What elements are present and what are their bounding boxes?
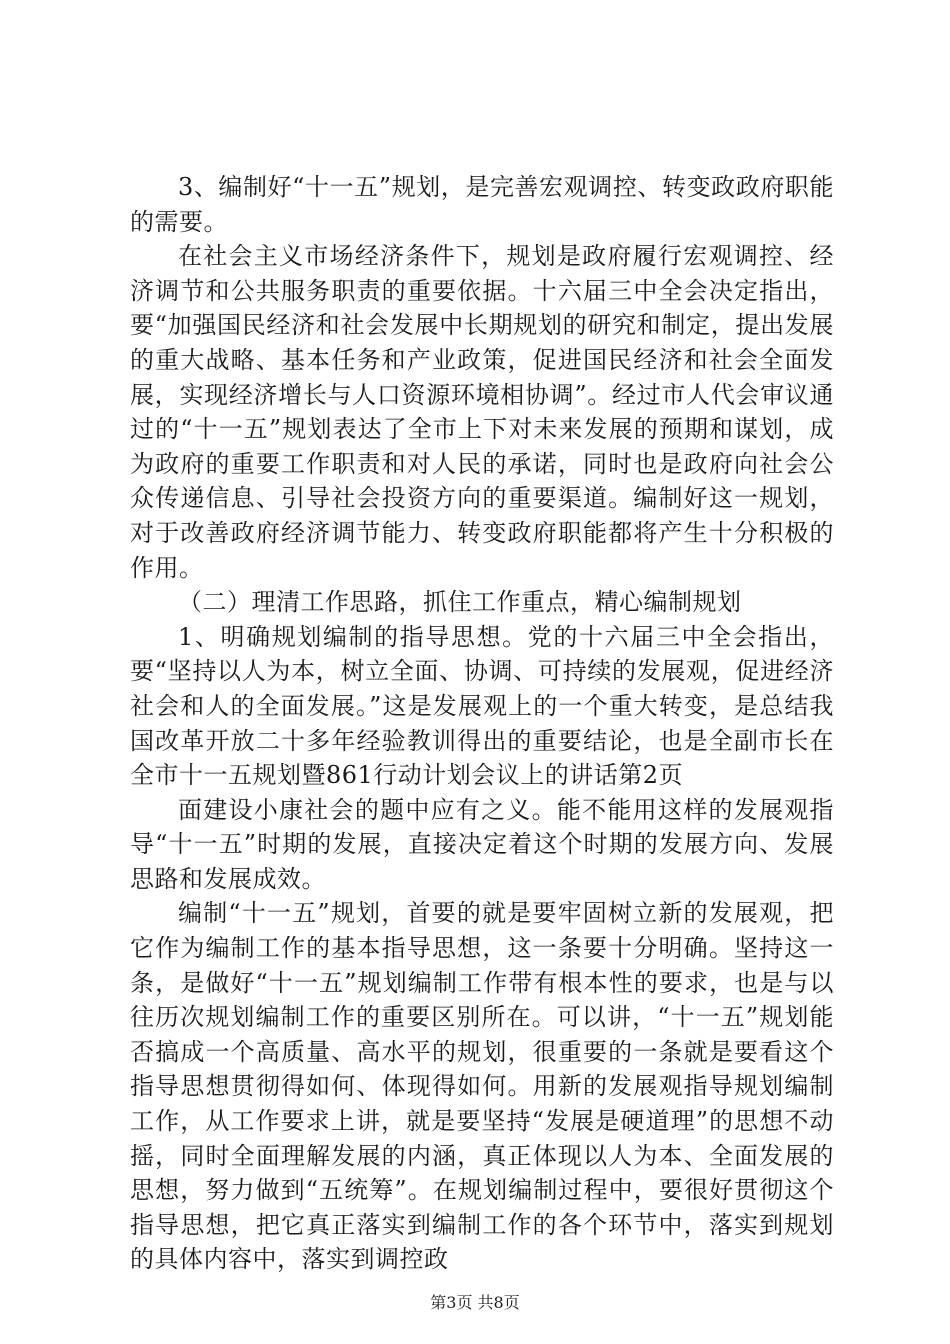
page-footer: 第3页 共8页 [430,1293,520,1312]
paragraph-guiding-thought: 1、明确规划编制的指导思想。党的十六届三中全会指出，要“坚持以人为本，树立全面、协调、可持续的发展观，促进经济社会和人的全面发展。”这是发展观上的一个重大转变，是总结我国改革开放二十多年经验教训得出的重要结论，也是全副市长在全市十一五规划暨861行动计划会议上的讲话第2页 [130,622,834,790]
document-body [130,170,834,1277]
paragraph-section-3-heading: 3、编制好“十一五”规划，是完善宏观调控、转变政政府职能的需要。 [130,173,834,236]
paragraph-planning-basis: 在社会主义市场经济条件下，规划是政府履行宏观调控、经济调节和公共服务职责的重要依据。十六届三中全会决定指出，要“加强国民经济和社会发展中长期规划的研究和制定，提出发展的重大战略、基本任务和产业政策，促进国民经济和社会全面发展，实现经济增长与人口资源环境相协调”。经过市人代会审议通过的“十一五”规划表达了全市上下对未来发展的预期和谋划，成为政府的重要工作职责和对人民的承诺，同时也是政府向社会公众传递信息、引导社会投资方向的重要渠道。编制好这一规划，对于改善政府经济调节能力、转变政府职能都将产生十分积极的作用。 [130,242,834,582]
paragraph-new-development-view: 编制“十一五”规划，首要的就是要牢固树立新的发展观，把它作为编制工作的基本指导思想，这一条要十分明确。坚持这一条，是做好“十一五”规划编制工作带有根本性的要求，也是与以往历次规划编制工作的重要区别所在。可以讲，“十一五”规划能否搞成一个高质量、高水平的规划，很重要的一条就是要看这个指导思想贯彻得如何、体现得如何。用新的发展观指导规划编制工作，从工作要求上讲，就是要坚持“发展是硬道理”的思想不动摇，同时全面理解发展的内涵，真正体现以人为本、全面发展的思想，努力做到“五统筹”。在规划编制过程中，要很好贯彻这个指导思想，把它真正落实到编制工作的各个环节中，落实到规划的具体内容中，落实到调控政 [130,899,834,1274]
paragraph-subsection-2-heading: （二）理清工作思路，抓住工作重点，精心编制规划 [178,588,742,617]
paragraph-continuation: 面建设小康社会的题中应有之义。能不能用这样的发展观指导“十一五”时期的发展，直接决定着这个时期的发展方向、发展思路和发展成效。 [130,795,834,893]
